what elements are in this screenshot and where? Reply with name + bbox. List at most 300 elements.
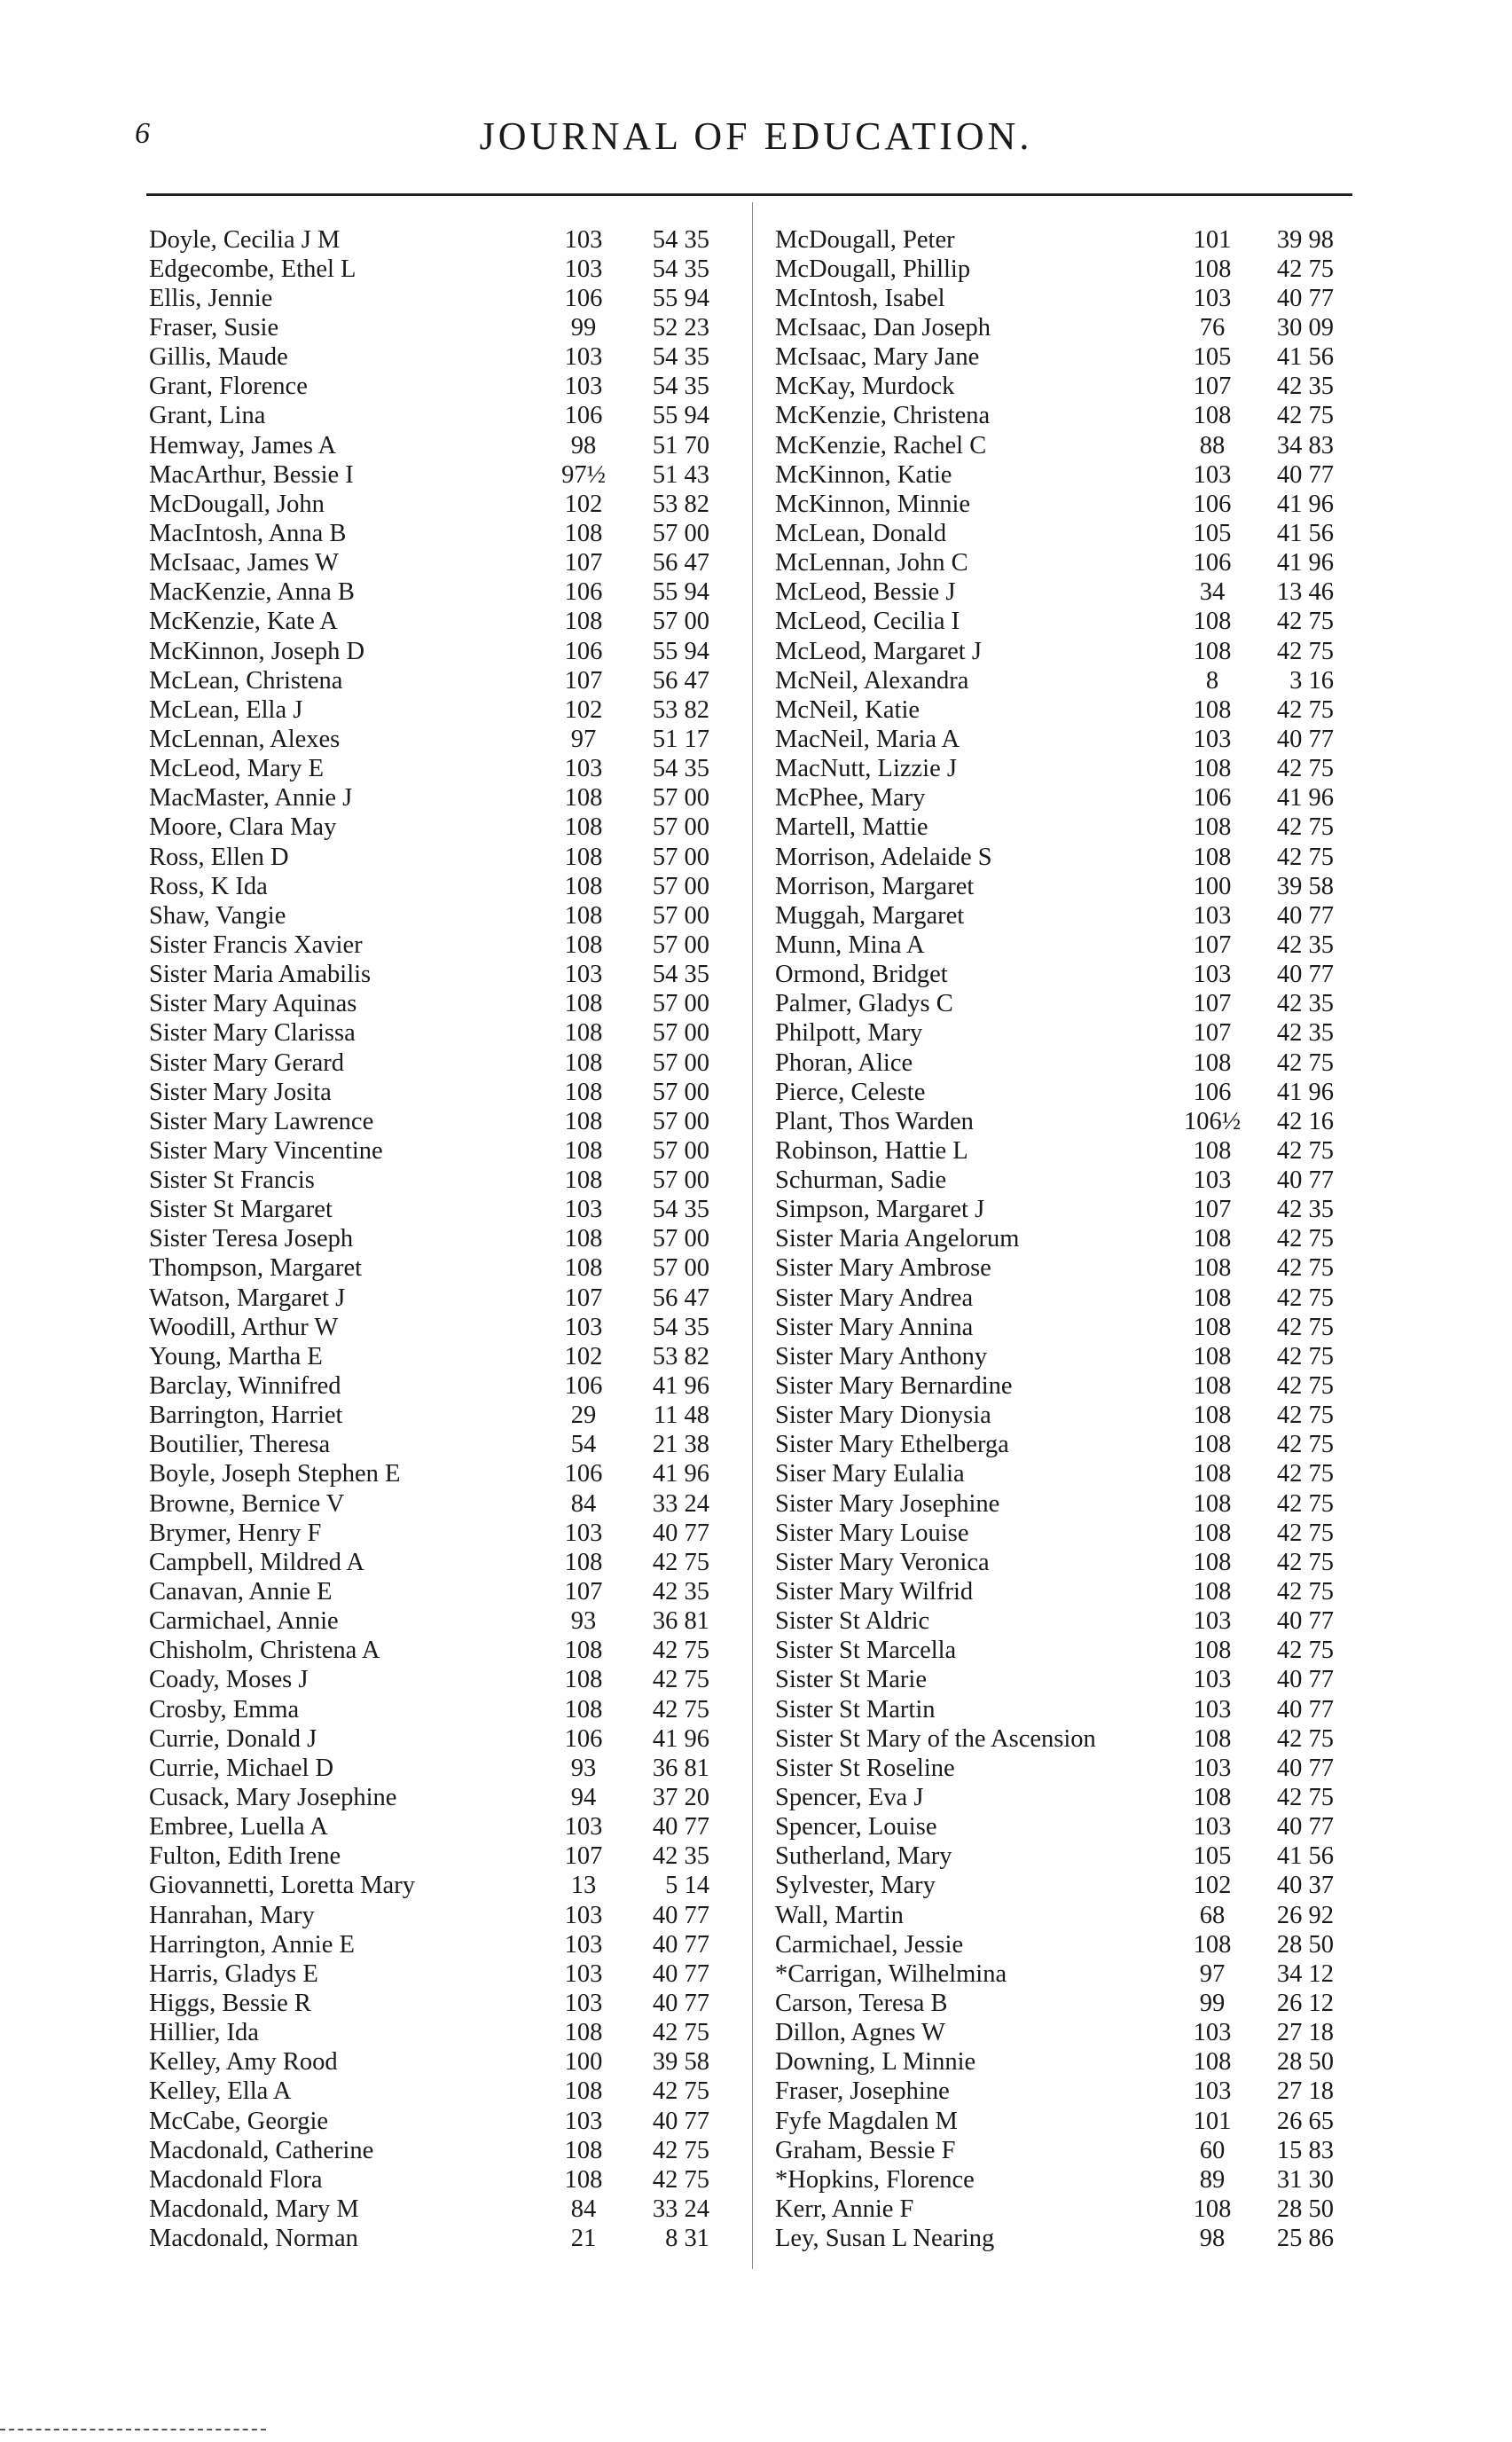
teacher-name: Simpson, Margaret J	[775, 1196, 985, 1224]
table-row	[149, 460, 743, 490]
days-taught: 108	[1193, 1519, 1232, 1547]
teacher-name: Spencer, Louise	[775, 1813, 937, 1841]
grant-amount: 41 96	[1276, 490, 1334, 518]
days-taught: 108	[1193, 1489, 1232, 1518]
days-taught: 108	[564, 1637, 603, 1665]
days-taught: 103	[1193, 460, 1232, 489]
table-row	[149, 1371, 743, 1401]
days-taught: 103	[1193, 1666, 1232, 1694]
grant-amount: 41 96	[652, 1460, 709, 1488]
days-taught: 108	[1193, 1313, 1232, 1341]
grant-amount: 54 35	[652, 755, 709, 783]
grant-amount: 57 00	[652, 1166, 709, 1195]
teacher-name: Dillon, Agnes W	[775, 2019, 945, 2047]
table-row	[149, 1460, 743, 1489]
table-row	[149, 813, 743, 843]
table-row	[775, 813, 1369, 843]
table-row	[149, 1225, 743, 1254]
days-taught: 13	[570, 1872, 597, 1900]
grant-amount: 42 75	[1276, 255, 1334, 283]
teacher-name: Sister Mary Louise	[775, 1519, 969, 1547]
grant-amount: 40 77	[1276, 284, 1334, 312]
teacher-name: Barrington, Harriet	[149, 1402, 343, 1430]
table-row	[775, 1607, 1369, 1637]
teacher-name: MacArthur, Bessie I	[149, 460, 354, 489]
days-taught: 103	[564, 225, 603, 254]
grant-amount: 56 47	[652, 1284, 709, 1312]
teacher-name: Boutilier, Theresa	[149, 1431, 331, 1459]
days-taught: 93	[570, 1754, 597, 1782]
table-row	[149, 1196, 743, 1225]
grant-amount: 41 56	[1276, 343, 1334, 372]
grant-amount: 39 58	[1276, 872, 1334, 900]
table-row	[149, 1754, 743, 1783]
grant-amount: 57 00	[652, 843, 709, 871]
grant-amount: 42 75	[652, 2136, 709, 2164]
teacher-name: Spencer, Eva J	[775, 1784, 924, 1812]
days-taught: 107	[564, 1842, 603, 1871]
teacher-name: Grant, Lina	[149, 402, 266, 430]
teacher-name: McIsaac, Mary Jane	[775, 343, 980, 372]
grant-amount: 42 75	[1276, 1342, 1334, 1370]
grant-amount: 57 00	[652, 1019, 709, 1048]
grant-amount: 39 58	[652, 2048, 709, 2077]
grant-amount: 33 24	[652, 1489, 709, 1518]
table-row	[775, 373, 1369, 402]
table-row	[149, 608, 743, 637]
days-taught: 101	[1193, 225, 1232, 254]
grant-amount: 57 00	[652, 990, 709, 1018]
table-row	[775, 1254, 1369, 1284]
grant-amount: 41 96	[1276, 784, 1334, 813]
grant-amount: 51 17	[652, 725, 709, 753]
days-taught: 108	[564, 1666, 603, 1694]
days-taught: 108	[1193, 1372, 1232, 1401]
table-row	[775, 255, 1369, 284]
days-taught: 108	[1193, 1784, 1232, 1812]
days-taught: 97	[570, 725, 597, 753]
days-taught: 108	[564, 2165, 603, 2194]
grant-amount: 40 77	[1276, 1754, 1334, 1782]
teacher-name: Woodill, Arthur W	[149, 1313, 339, 1341]
grant-amount: 28 50	[1276, 2048, 1334, 2077]
teacher-name: Higgs, Bessie R	[149, 1990, 311, 2017]
table-row	[775, 872, 1369, 901]
days-taught: 107	[564, 1578, 603, 1606]
days-taught: 108	[564, 784, 603, 813]
teacher-name: Sister Mary Josephine	[775, 1489, 1000, 1518]
teacher-name: McLennan, John C	[775, 549, 968, 577]
teacher-name: McLean, Donald	[775, 519, 947, 547]
teacher-name: Sister Mary Lawrence	[149, 1107, 374, 1135]
days-taught: 84	[570, 1489, 597, 1518]
days-taught: 108	[1193, 1431, 1232, 1459]
grant-amount: 54 35	[652, 343, 709, 372]
grant-amount: 57 00	[652, 872, 709, 900]
teacher-name: Sister Mary Anthony	[775, 1342, 988, 1370]
grant-amount: 42 75	[1276, 1225, 1334, 1253]
days-taught: 108	[564, 2077, 603, 2106]
table-row	[775, 2225, 1369, 2254]
grant-amount: 42 75	[1276, 1284, 1334, 1312]
grant-amount: 57 00	[652, 608, 709, 636]
grant-amount: 42 75	[1276, 1724, 1334, 1753]
table-row	[149, 1724, 743, 1754]
days-taught: 108	[1193, 255, 1232, 283]
teacher-name: Browne, Bernice V	[149, 1489, 345, 1518]
days-taught: 105	[1193, 343, 1232, 372]
grant-amount: 57 00	[652, 519, 709, 547]
grant-amount: 52 23	[652, 313, 709, 342]
teacher-name: McNeil, Katie	[775, 695, 921, 724]
days-taught: 108	[564, 2019, 603, 2047]
table-row	[149, 2195, 743, 2224]
teacher-name: McNeil, Alexandra	[775, 666, 969, 695]
teacher-name: Sister Mary Andrea	[775, 1284, 974, 1312]
grant-amount: 42 75	[652, 2165, 709, 2194]
teacher-name: Sylvester, Mary	[775, 1872, 936, 1900]
table-row	[775, 1489, 1369, 1519]
days-taught: 108	[1193, 1637, 1232, 1665]
teacher-name: Barclay, Winnifred	[149, 1372, 341, 1401]
grant-amount: 51 70	[652, 431, 709, 459]
days-taught: 29	[570, 1402, 597, 1430]
teacher-name: Sister St Marie	[775, 1666, 927, 1694]
grant-amount: 57 00	[652, 784, 709, 813]
teacher-name: McPhee, Mary	[775, 784, 926, 813]
grant-amount: 27 18	[1276, 2019, 1334, 2047]
days-taught: 100	[564, 2048, 603, 2077]
grant-amount: 42 75	[1276, 1254, 1334, 1283]
teacher-name: McLeod, Margaret J	[775, 637, 982, 665]
table-row	[775, 725, 1369, 754]
days-taught: 103	[1193, 1754, 1232, 1782]
grant-amount: 34 83	[1276, 431, 1334, 459]
teacher-name: Sister St Marcella	[775, 1637, 957, 1665]
days-taught: 103	[564, 1990, 603, 2017]
teacher-name: Pierce, Celeste	[775, 1078, 926, 1106]
teacher-name: Plant, Thos Warden	[775, 1107, 974, 1135]
table-row	[149, 490, 743, 519]
teacher-name: Doyle, Cecilia J M	[149, 225, 341, 254]
days-taught: 98	[1199, 2225, 1226, 2253]
days-taught: 101	[1193, 2107, 1232, 2135]
days-taught: 103	[564, 373, 603, 401]
header-rule	[146, 193, 1352, 196]
table-row	[149, 1254, 743, 1284]
teacher-name: McIntosh, Isabel	[775, 284, 945, 312]
teacher-name: Embree, Luella A	[149, 1813, 328, 1841]
grant-amount: 42 35	[1276, 990, 1334, 1018]
table-row	[149, 961, 743, 990]
teacher-name: Muggah, Margaret	[775, 901, 965, 930]
days-taught: 103	[1193, 2019, 1232, 2047]
grant-amount: 42 75	[652, 2019, 709, 2047]
table-row	[149, 284, 743, 313]
grant-amount: 40 77	[1276, 1607, 1334, 1636]
table-row	[149, 695, 743, 725]
table-row	[775, 1284, 1369, 1313]
days-taught: 108	[1193, 1548, 1232, 1576]
teacher-name: McIsaac, James W	[149, 549, 339, 577]
table-row	[149, 666, 743, 695]
teacher-name: Sister Mary Clarissa	[149, 1019, 356, 1048]
days-taught: 103	[564, 1196, 603, 1224]
days-taught: 108	[1193, 1048, 1232, 1077]
grant-amount: 57 00	[652, 1225, 709, 1253]
table-row	[775, 1930, 1369, 1959]
table-row	[149, 784, 743, 813]
teacher-name: Macdonald, Norman	[149, 2225, 358, 2253]
days-taught: 108	[1193, 1930, 1232, 1959]
grant-amount: 42 35	[1276, 1196, 1334, 1224]
grant-amount: 56 47	[652, 666, 709, 695]
grant-amount: 42 75	[1276, 637, 1334, 665]
table-row	[149, 1783, 743, 1812]
grant-amount: 42 75	[1276, 1460, 1334, 1488]
days-taught: 106	[1193, 490, 1232, 518]
days-taught: 108	[1193, 1460, 1232, 1488]
teacher-name: Munn, Mina A	[775, 930, 925, 959]
teacher-name: Chisholm, Christena A	[149, 1637, 380, 1665]
grant-amount: 42 75	[1276, 1578, 1334, 1606]
days-taught: 94	[570, 1784, 597, 1812]
days-taught: 103	[564, 1959, 603, 1988]
teacher-name: McLeod, Bessie J	[775, 578, 956, 607]
days-taught: 102	[564, 1342, 603, 1370]
grant-amount: 57 00	[652, 1254, 709, 1283]
grant-amount: 40 77	[652, 1901, 709, 1929]
grant-amount: 40 77	[1276, 1666, 1334, 1694]
teacher-name: McLeod, Cecilia I	[775, 608, 960, 636]
teacher-name: Sister Mary Annina	[775, 1313, 974, 1341]
days-taught: 108	[564, 990, 603, 1018]
table-row	[775, 578, 1369, 608]
teacher-name: Palmer, Gladys C	[775, 990, 953, 1018]
table-row	[775, 2165, 1369, 2195]
days-taught: 88	[1199, 431, 1226, 459]
grant-amount: 54 35	[652, 961, 709, 989]
teacher-name: MacNutt, Lizzie J	[775, 755, 957, 783]
days-taught: 108	[564, 1166, 603, 1195]
table-row	[149, 1959, 743, 1989]
days-taught: 99	[1199, 1990, 1226, 2017]
grant-amount: 57 00	[652, 1078, 709, 1106]
table-row	[775, 1431, 1369, 1460]
grant-amount: 21 38	[652, 1431, 709, 1459]
days-taught: 108	[1193, 608, 1232, 636]
table-row	[775, 2195, 1369, 2224]
grant-amount: 42 75	[1276, 1784, 1334, 1812]
teacher-name: McLennan, Alexes	[149, 725, 341, 753]
teacher-name: McLean, Christena	[149, 666, 343, 695]
teacher-name: Sister Mary Ambrose	[775, 1254, 991, 1283]
grant-amount: 40 77	[1276, 1813, 1334, 1841]
table-row	[149, 1284, 743, 1313]
teacher-name: Sister St Aldric	[775, 1607, 930, 1636]
column-divider	[752, 202, 753, 2269]
teacher-name: Martell, Mattie	[775, 813, 928, 842]
grant-amount: 54 35	[652, 225, 709, 254]
grant-amount: 55 94	[652, 637, 709, 665]
teacher-name: Carson, Teresa B	[775, 1990, 948, 2017]
grant-amount: 42 75	[1276, 402, 1334, 430]
teacher-name: McCabe, Georgie	[149, 2107, 329, 2135]
days-taught: 97	[1199, 1959, 1226, 1988]
grant-amount: 42 75	[1276, 1372, 1334, 1401]
days-taught: 102	[1193, 1872, 1232, 1900]
grant-amount: 42 75	[652, 1666, 709, 1694]
teacher-name: Crosby, Emma	[149, 1695, 300, 1724]
grant-amount: 41 56	[1276, 519, 1334, 547]
table-row	[775, 1225, 1369, 1254]
table-row	[149, 1901, 743, 1930]
teacher-name: McKinnon, Katie	[775, 460, 952, 489]
table-row	[149, 255, 743, 284]
grant-amount: 11 48	[653, 1402, 709, 1430]
table-row	[149, 1166, 743, 1196]
days-taught: 108	[564, 1136, 603, 1165]
grant-amount: 37 20	[652, 1784, 709, 1812]
table-row	[149, 2077, 743, 2107]
teacher-name: Macdonald, Mary M	[149, 2195, 359, 2223]
teacher-name: Wall, Martin	[775, 1901, 904, 1929]
table-row	[149, 1989, 743, 2018]
table-row	[775, 1371, 1369, 1401]
grant-amount: 39 98	[1276, 225, 1334, 254]
teacher-name: Grant, Florence	[149, 373, 308, 401]
days-taught: 103	[1193, 1695, 1232, 1724]
days-taught: 108	[564, 1225, 603, 1253]
days-taught: 105	[1193, 1842, 1232, 1871]
days-taught: 107	[1193, 1196, 1232, 1224]
table-row	[149, 1489, 743, 1519]
table-row	[149, 901, 743, 930]
teacher-name: Sister St Martin	[775, 1695, 936, 1724]
grant-amount: 41 56	[1276, 1842, 1334, 1871]
days-taught: 108	[564, 1548, 603, 1576]
days-taught: 108	[564, 519, 603, 547]
teacher-name: Hillier, Ida	[149, 2019, 259, 2047]
teacher-name: MacKenzie, Anna B	[149, 578, 355, 607]
table-row	[149, 1548, 743, 1577]
grant-amount: 30 09	[1276, 313, 1334, 342]
table-row	[775, 930, 1369, 960]
days-taught: 103	[1193, 901, 1232, 930]
teacher-name: Sutherland, Mary	[775, 1842, 952, 1871]
days-taught: 108	[1193, 695, 1232, 724]
table-row	[775, 1519, 1369, 1548]
table-row	[149, 1607, 743, 1637]
grant-amount: 42 75	[1276, 1136, 1334, 1165]
table-row	[775, 313, 1369, 342]
grant-amount: 53 82	[652, 695, 709, 724]
table-row	[775, 961, 1369, 990]
grant-amount: 40 77	[1276, 1166, 1334, 1195]
grant-amount: 42 35	[652, 1578, 709, 1606]
teacher-name: McDougall, Peter	[775, 225, 955, 254]
teacher-name: *Carrigan, Wilhelmina	[775, 1959, 1007, 1988]
grant-amount: 34 12	[1276, 1959, 1334, 1988]
grant-amount: 42 35	[1276, 930, 1334, 959]
table-row	[775, 666, 1369, 695]
teacher-name: Ormond, Bridget	[775, 961, 948, 989]
table-row	[775, 1783, 1369, 1812]
table-row	[149, 578, 743, 608]
table-row	[775, 1842, 1369, 1872]
teacher-name: Ley, Susan L Nearing	[775, 2225, 995, 2253]
grant-amount: 54 35	[652, 1196, 709, 1224]
grant-amount: 42 75	[1276, 813, 1334, 842]
grant-amount: 8 31	[665, 2225, 709, 2253]
teacher-name: Sister St Francis	[149, 1166, 315, 1195]
grant-amount: 42 75	[1276, 1548, 1334, 1576]
days-taught: 102	[564, 695, 603, 724]
grant-amount: 57 00	[652, 1048, 709, 1077]
days-taught: 103	[1193, 2077, 1232, 2106]
table-row	[775, 901, 1369, 930]
days-taught: 108	[1193, 1402, 1232, 1430]
days-taught: 103	[564, 1519, 603, 1547]
table-row	[149, 2136, 743, 2165]
teacher-name: Kerr, Annie F	[775, 2195, 914, 2223]
days-taught: 106	[564, 578, 603, 607]
teacher-name: Harrington, Annie E	[149, 1930, 355, 1959]
table-row	[775, 2136, 1369, 2165]
grant-amount: 55 94	[652, 402, 709, 430]
teacher-name: Harris, Gladys E	[149, 1959, 318, 1988]
teacher-name: Sister Mary Wilfrid	[775, 1578, 974, 1606]
days-taught: 99	[570, 313, 597, 342]
days-taught: 108	[1193, 1578, 1232, 1606]
grant-amount: 41 96	[652, 1724, 709, 1753]
grant-amount: 42 35	[1276, 373, 1334, 401]
days-taught: 108	[1193, 1342, 1232, 1370]
grant-amount: 53 82	[652, 490, 709, 518]
grant-amount: 42 75	[652, 2077, 709, 2106]
table-row	[149, 1019, 743, 1048]
grant-amount: 26 12	[1276, 1990, 1334, 2017]
days-taught: 103	[1193, 961, 1232, 989]
grant-amount: 25 86	[1276, 2225, 1334, 2253]
days-taught: 108	[564, 930, 603, 959]
teacher-name: Boyle, Joseph Stephen E	[149, 1460, 401, 1488]
grant-amount: 40 77	[652, 1813, 709, 1841]
days-taught: 108	[1193, 813, 1232, 842]
table-row	[775, 1107, 1369, 1136]
days-taught: 108	[1193, 2048, 1232, 2077]
days-taught: 108	[1193, 755, 1232, 783]
grant-amount: 57 00	[652, 1107, 709, 1135]
grant-amount: 56 47	[652, 549, 709, 577]
grant-amount: 57 00	[652, 1136, 709, 1165]
days-taught: 108	[564, 901, 603, 930]
teacher-name: Hanrahan, Mary	[149, 1901, 315, 1929]
days-taught: 108	[1193, 1254, 1232, 1283]
days-taught: 106	[564, 284, 603, 312]
table-row	[149, 1842, 743, 1872]
table-row	[149, 549, 743, 578]
days-taught: 103	[564, 343, 603, 372]
teacher-name: Sister Teresa Joseph	[149, 1225, 354, 1253]
table-row	[149, 1048, 743, 1078]
teacher-name: Sister St Mary of the Ascension	[775, 1724, 1096, 1753]
grant-amount: 57 00	[652, 930, 709, 959]
teacher-name: Kelley, Amy Rood	[149, 2048, 338, 2077]
teacher-name: MacIntosh, Anna B	[149, 519, 347, 547]
grant-amount: 42 75	[652, 1637, 709, 1665]
days-taught: 89	[1199, 2165, 1226, 2194]
